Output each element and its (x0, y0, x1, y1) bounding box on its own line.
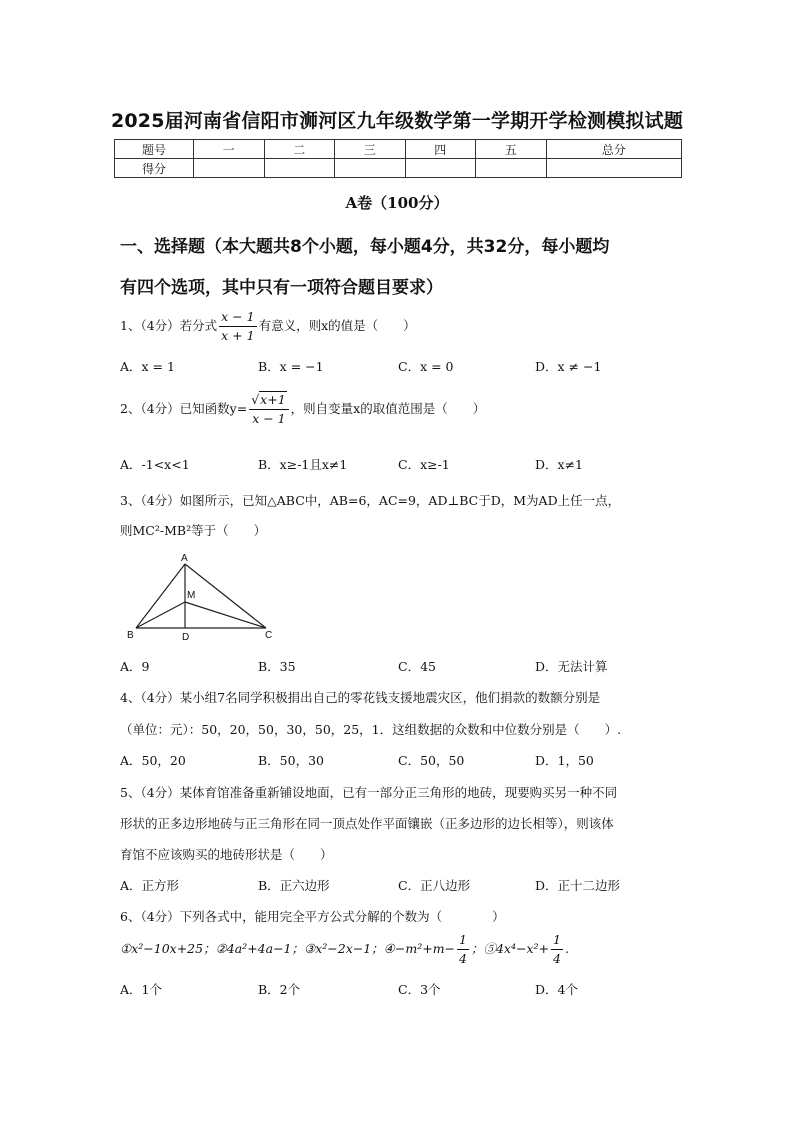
q2-denominator: x − 1 (252, 411, 286, 426)
q1-denominator: x + 1 (221, 328, 255, 343)
q2-option-c[interactable]: C．x≥-1 (398, 457, 450, 472)
q5-option-b[interactable]: B．正六边形 (258, 878, 330, 893)
q1-suffix: 有意义，则x的值是（ ） (258, 318, 416, 333)
q2-option-b[interactable]: B．x≥-1且x≠1 (258, 457, 348, 472)
q6-fraction-1 (457, 931, 469, 968)
q4-option-a[interactable]: A．50，20 (120, 753, 186, 768)
q2-radicand: x+1 (260, 392, 286, 407)
score-table-header-row (115, 140, 682, 159)
segment-mb (136, 602, 185, 628)
score-header-cell: 二 (264, 140, 335, 159)
section-a-heading: A卷（100分） (345, 194, 449, 212)
q2-suffix: ，则自变量x的取值范围是（ ） (290, 401, 486, 416)
label-a: A (181, 553, 188, 564)
q5-line1: 5、（4分）某体育馆准备重新铺设地面，已有一部分正三角形的地砖，现要购买另一种不同 (120, 785, 618, 800)
q3-option-b[interactable]: B．35 (258, 659, 296, 674)
q1-option-d[interactable]: D．x ≠ −1 (535, 359, 602, 374)
q6-line1: 6、（4分）下列各式中，能用完全平方公式分解的个数为（ ） (120, 909, 505, 924)
q3-line1: 3、（4分）如图所示，已知△ABC中，AB=6，AC=9，AD⊥BC于D，M为AD上任一点， (120, 493, 621, 508)
q4-option-b[interactable]: B．50，30 (258, 753, 324, 768)
q6-option-b[interactable]: B．2个 (258, 982, 301, 997)
score-cell[interactable] (476, 159, 547, 178)
score-row-label: 得分 (115, 159, 194, 178)
q3-option-a[interactable]: A．9 (120, 659, 150, 674)
q6-option-a[interactable]: A．1个 (120, 982, 162, 997)
q1-fraction (219, 308, 256, 345)
q2-fraction (249, 391, 288, 428)
score-table (114, 139, 682, 178)
q1-option-a[interactable]: A．x = 1 (120, 359, 175, 374)
q6-expressions (120, 931, 569, 968)
q2-numerator: √x+1 (249, 391, 288, 410)
q6-expr-part1: ①x²−10x+25；②4a²+4a−1；③x²−2x−1；④−m²+m− (120, 941, 456, 956)
q5-option-d[interactable]: D．正十二边形 (535, 878, 621, 893)
score-header-cell: 四 (405, 140, 476, 159)
q6-expr-part2: ；⑤4x⁴−x²+ (470, 941, 550, 956)
q2-option-a[interactable]: A．-1<x<1 (120, 457, 190, 472)
q4-line2: （单位：元）：50，20，50，30，50，25，1．这组数据的众数和中位数分别是（ ）. (120, 722, 622, 737)
q6-expr-part3: . (564, 941, 569, 956)
score-cell[interactable] (264, 159, 335, 178)
segment-mc (185, 602, 266, 628)
part1-heading-line1: 一、选择题（本大题共8个小题，每小题4分，共32分，每小题均 (120, 237, 610, 257)
triangle-figure (122, 552, 282, 644)
label-m: M (187, 590, 196, 601)
q4-option-d[interactable]: D．1，50 (535, 753, 594, 768)
q6-frac2-num: 1 (551, 931, 563, 950)
q5-option-a[interactable]: A．正方形 (120, 878, 180, 893)
q1-prefix: 1、（4分）若分式 (120, 318, 218, 333)
q6-fraction-2 (551, 931, 563, 968)
score-header-cell: 三 (335, 140, 406, 159)
q4-option-c[interactable]: C．50，50 (398, 753, 465, 768)
label-d: D (182, 632, 190, 643)
q6-frac1-den: 4 (459, 951, 467, 966)
label-c: C (265, 630, 273, 641)
segment-ac (185, 564, 266, 628)
question-2 (120, 391, 485, 428)
score-cell[interactable] (194, 159, 265, 178)
q1-option-c[interactable]: C．x = 0 (398, 359, 454, 374)
q5-option-c[interactable]: C．正八边形 (398, 878, 471, 893)
score-cell[interactable] (335, 159, 406, 178)
q1-numerator: x − 1 (219, 308, 256, 327)
q5-line3: 育馆不应该购买的地砖形状是（ ） (120, 847, 333, 862)
q6-frac1-num: 1 (457, 931, 469, 950)
part1-heading-line2: 有四个选项，其中只有一项符合题目要求） (120, 278, 443, 298)
score-header-cell: 一 (194, 140, 265, 159)
q5-line2: 形状的正多边形地砖与正三角形在同一顶点处作平面镶嵌（正多边形的边长相等），则该体 (120, 816, 614, 831)
q3-line2: 则MC²-MB²等于（ ） (120, 523, 267, 538)
q4-line1: 4、（4分）某小组7名同学积极捐出自己的零花钱支援地震灾区，他们捐款的数额分别是 (120, 690, 601, 705)
q1-option-b[interactable]: B．x = −1 (258, 359, 324, 374)
label-b: B (127, 630, 134, 641)
score-cell[interactable] (546, 159, 682, 178)
q6-frac2-den: 4 (553, 951, 561, 966)
q6-option-d[interactable]: D．4个 (535, 982, 578, 997)
exam-title: 2025届河南省信阳市浉河区九年级数学第一学期开学检测模拟试题 (110, 110, 684, 132)
score-header-cell: 总分 (546, 140, 682, 159)
score-cell[interactable] (405, 159, 476, 178)
score-header-cell: 五 (476, 140, 547, 159)
segment-ab (136, 564, 185, 628)
q3-option-d[interactable]: D．无法计算 (535, 659, 608, 674)
q2-prefix: 2、（4分）已知函数y= (120, 401, 248, 416)
question-1 (120, 308, 416, 345)
score-table-score-row (115, 159, 682, 178)
q2-option-d[interactable]: D．x≠1 (535, 457, 583, 472)
q3-option-c[interactable]: C．45 (398, 659, 436, 674)
q6-option-c[interactable]: C．3个 (398, 982, 441, 997)
score-header-cell: 题号 (115, 140, 194, 159)
